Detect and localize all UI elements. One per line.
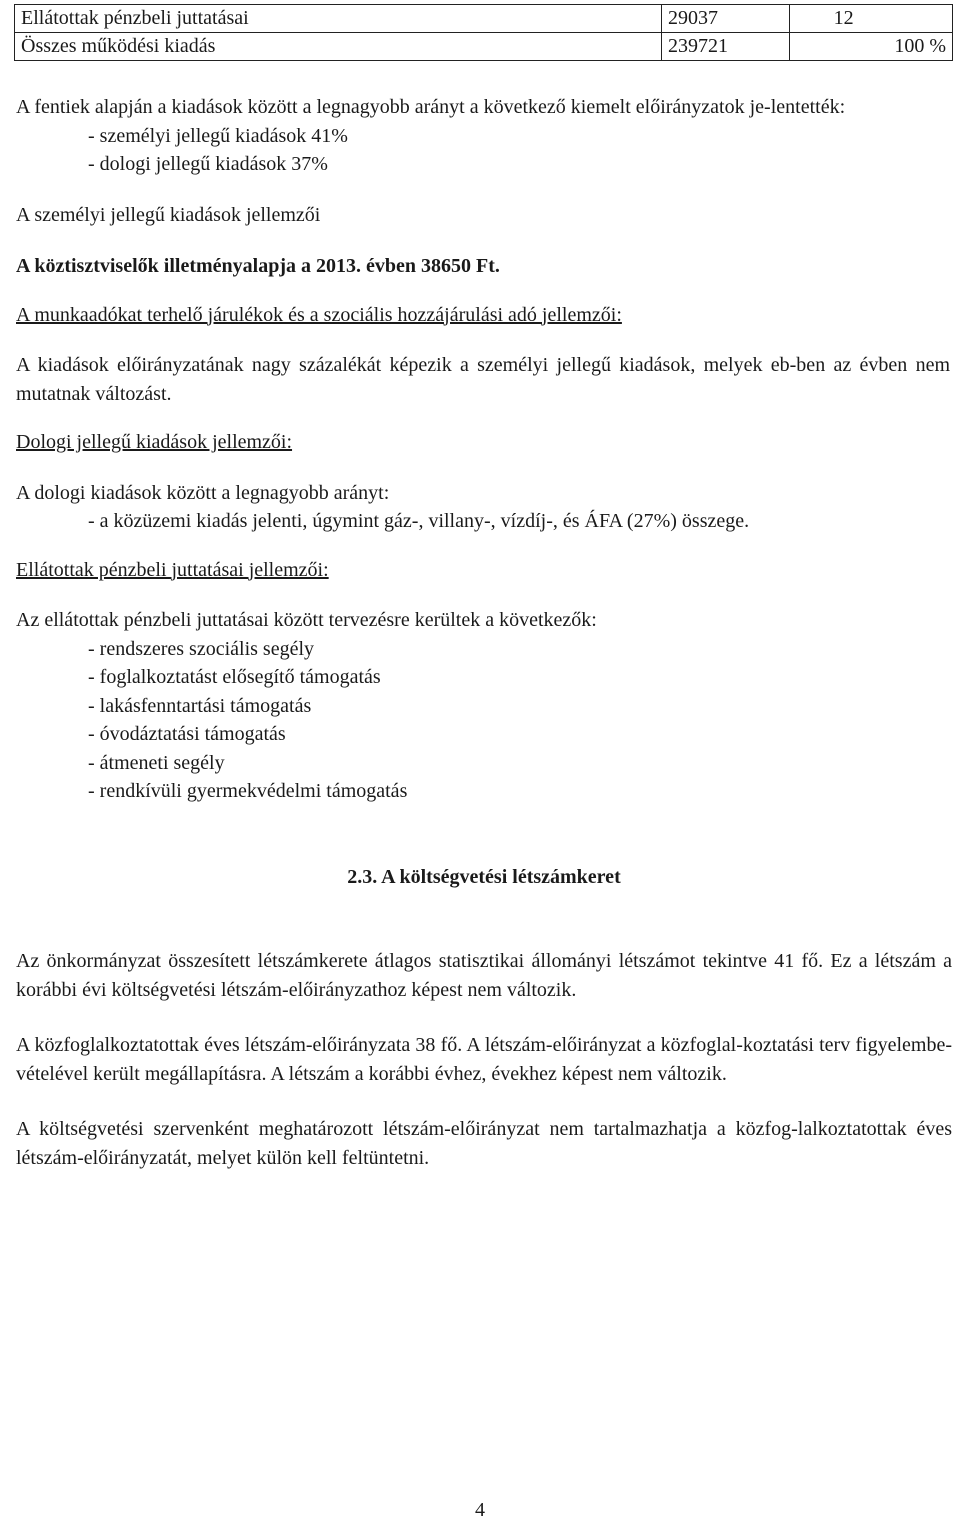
- list-item: - átmeneti segély: [88, 751, 225, 774]
- table-row: [15, 33, 953, 61]
- budget-table: [14, 4, 953, 61]
- section-paragraph: Az önkormányzat összesített létszámkerete átlagos statisztikai állományi létszámot tekintve 41 fő. Ez a létszám a korábbi évi költségvetési létszám-előirányzathoz képest nem változik.: [16, 950, 952, 1001]
- section-title: 2.3. A költségvetési létszámkeret: [347, 865, 621, 888]
- list-item: - lakásfenntartási támogatás: [88, 694, 312, 717]
- material-paragraph: A dologi kiadások között a legnagyobb arányt:: [16, 481, 390, 504]
- employer-paragraph: A kiadások előirányzatának nagy százalékát képezik a személyi jellegű kiadások, melyek eb-ben az évben nem mutatnak változást.: [16, 354, 950, 405]
- row-value: 239721: [661, 33, 789, 61]
- benefits-paragraph: Az ellátottak pénzbeli juttatásai között tervezésre kerültek a következők:: [16, 609, 597, 631]
- page-number: 4: [475, 1499, 485, 1521]
- row-percent: 12: [789, 5, 952, 33]
- salary-base-line: A köztisztviselők illetményalapja a 2013. évben 38650 Ft.: [16, 255, 500, 277]
- row-label: Ellátottak pénzbeli juttatásai: [15, 5, 662, 33]
- table-row: [15, 5, 953, 33]
- list-item: - óvodáztatási támogatás: [88, 723, 286, 745]
- employer-heading: A munkaadókat terhelő járulékok és a szociális hozzájárulási adó jellemzői:: [16, 303, 622, 326]
- list-item: - személyi jellegű kiadások 41%: [88, 124, 348, 147]
- list-item: - dologi jellegű kiadások 37%: [88, 153, 328, 175]
- list-item: - foglalkoztatást elősegítő támogatás: [88, 666, 381, 688]
- row-percent: 100 %: [789, 33, 952, 61]
- intro-paragraph: A fentiek alapján a kiadások között a legnagyobb arányt a következő kiemelt előirányzatok je-lentették:: [16, 96, 846, 118]
- row-value: 29037: [661, 5, 789, 33]
- list-item: - rendkívüli gyermekvédelmi támogatás: [88, 780, 408, 802]
- list-item: - rendszeres szociális segély: [88, 637, 315, 660]
- personal-heading: A személyi jellegű kiadások jellemzői: [16, 203, 321, 226]
- benefits-heading: Ellátottak pénzbeli juttatásai jellemzői:: [16, 558, 329, 581]
- list-item: - a közüzemi kiadás jelenti, úgymint gáz-, villany-, vízdíj-, és ÁFA (27%) összege.: [88, 510, 750, 532]
- section-paragraph: A költségvetési szervenként meghatározott létszám-előirányzat nem tartalmazhatja a közfog-lalkoztatottak éves létszám-előirányzatát, melyet külön kell feltüntetni.: [16, 1118, 952, 1169]
- row-label: Összes működési kiadás: [15, 33, 662, 61]
- section-paragraph: A közfoglalkoztatottak éves létszám-előirányzata 38 fő. A létszám-előirányzat a közfoglal-koztatási terv figyelembe-vételével került megállapításra. A létszám a korábbi évhez, évekhez képest nem változik.: [16, 1034, 952, 1085]
- document-page: [16, 4, 952, 1172]
- material-heading: Dologi jellegű kiadások jellemzői:: [16, 431, 293, 453]
